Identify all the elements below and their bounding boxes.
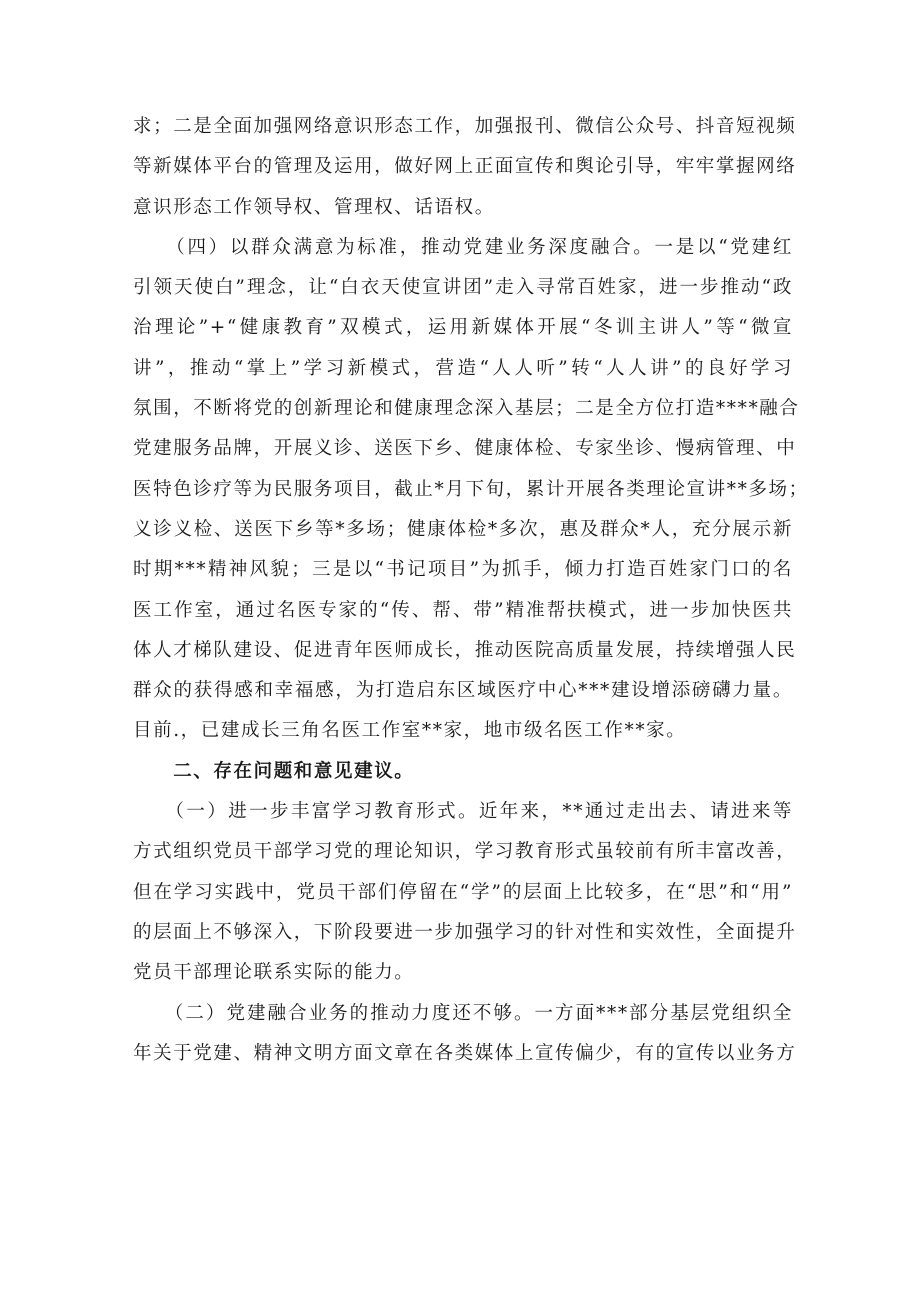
section-heading: 二、存在问题和意见建议。 bbox=[133, 760, 415, 782]
body-line: 等新媒体平台的管理及运用，做好网上正面宣传和舆论引导，牢牢掌握网络 bbox=[133, 156, 797, 178]
body-line: 党建服务品牌，开展义诊、送医下乡、健康体检、专家坐诊、慢病管理、中 bbox=[133, 438, 797, 460]
document-body bbox=[133, 107, 809, 1074]
body-line: 群众的获得感和幸福感，为打造启东区域医疗中心***建设增添磅礴力量。 bbox=[133, 680, 793, 702]
body-line: 讲”，推动“掌上”学习新模式，营造“人人听”转“人人讲”的良好学习 bbox=[133, 357, 793, 379]
body-line: 义诊义检、送医下乡等*多场；健康体检*多次，惠及群众*人，充分展示新 bbox=[133, 518, 793, 540]
body-line: 目前.，已建成长三角名医工作室**家，地市级名医工作**家。 bbox=[133, 720, 687, 742]
body-line: 医工作室，通过名医专家的“传、帮、带”精准帮扶模式，进一步加快医共 bbox=[133, 599, 793, 621]
body-line: 氛围，不断将党的创新理论和健康理念深入基层；二是全方位打造****融合 bbox=[133, 398, 800, 420]
body-line: 年关于党建、精神文明方面文章在各类媒体上宣传偏少，有的宣传以业务方 bbox=[133, 1042, 797, 1064]
body-line: 党员干部理论联系实际的能力。 bbox=[133, 962, 415, 984]
body-line: 求；二是全面加强网络意识形态工作，加强报刊、微信公众号、抖音短视频 bbox=[133, 116, 797, 137]
body-line: 但在学习实践中，党员干部们停留在“学”的层面上比较多，在“思”和“用” bbox=[133, 881, 793, 903]
subsection-one-first-line: （一）进一步丰富学习教育形式。近年来，**通过走出去、请进来等 bbox=[133, 801, 793, 823]
body-line: 时期***精神风貌；三是以“书记项目”为抓手，倾力打造百姓家门口的名 bbox=[133, 559, 793, 581]
body-line: 医特色诊疗等为民服务项目，截止*月下旬，累计开展各类理论宣讲**多场； bbox=[133, 478, 809, 500]
body-line: 的层面上不够深入，下阶段要进一步加强学习的针对性和实效性，全面提升 bbox=[133, 921, 797, 943]
body-line: 体人才梯队建设、促进青年医师成长，推动医院高质量发展，持续增强人民 bbox=[133, 639, 797, 661]
section-four-first-line: （四）以群众满意为标准，推动党建业务深度融合。一是以“党建红 bbox=[133, 236, 793, 258]
body-line: 引领天使白”理念，让“白衣天使宣讲团”走入寻常百姓家，进一步推动“政 bbox=[133, 277, 793, 299]
body-line: 方式组织党员干部学习党的理论知识，学习教育形式虽较前有所丰富改善， bbox=[133, 841, 797, 863]
body-line: 治理论”+“健康教育”双模式，运用新媒体开展“冬训主讲人”等“微宣 bbox=[133, 317, 793, 339]
subsection-two-first-line: （二）党建融合业务的推动力度还不够。一方面***部分基层党组织全 bbox=[133, 1002, 793, 1024]
body-line: 意识形态工作领导权、管理权、话语权。 bbox=[133, 196, 495, 218]
